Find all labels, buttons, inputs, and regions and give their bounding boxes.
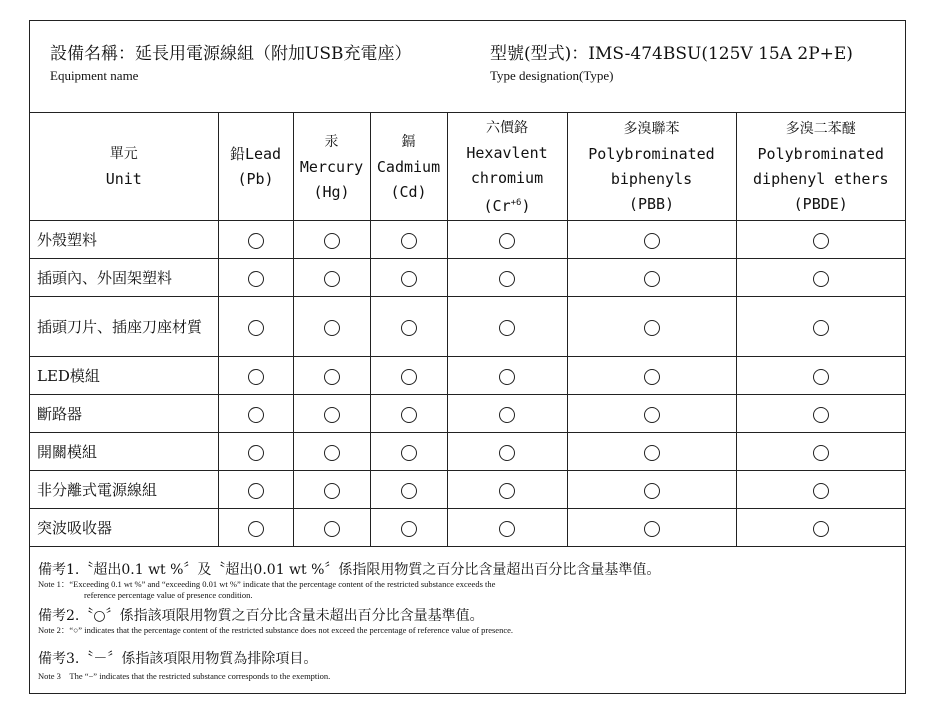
circle-mark-icon xyxy=(401,320,417,336)
substance-status-cell xyxy=(736,433,905,471)
substance-status-cell xyxy=(218,395,293,433)
circle-mark-icon xyxy=(813,407,829,423)
component-name: 開關模組 xyxy=(30,433,218,471)
note-3-en: Note 3 The “−” indicates that the restricted substance corresponds to the exemption. xyxy=(38,671,331,681)
circle-mark-icon xyxy=(324,445,340,461)
circle-mark-icon xyxy=(324,233,340,249)
substance-status-cell xyxy=(736,297,905,357)
substance-status-cell xyxy=(218,259,293,297)
component-name: 非分離式電源線組 xyxy=(30,471,218,509)
type-designation-en: Type designation(Type) xyxy=(490,68,614,83)
header-hexavalent-chromium: 六價鉻 Hexavlent chromium $(Cr^{+6})$ xyxy=(447,113,567,221)
type-designation-block xyxy=(490,39,853,84)
circle-mark-icon xyxy=(813,233,829,249)
type-designation-zh: 型號(型式)：IMS-474BSU(125V 15A 2P+E) xyxy=(490,44,853,64)
circle-mark-icon xyxy=(324,407,340,423)
note-3-zh: 備考3.〝－〞係指該項限用物質為排除項目。 xyxy=(38,651,318,667)
circle-mark-icon xyxy=(813,320,829,336)
table-row xyxy=(30,471,905,509)
circle-mark-icon xyxy=(813,521,829,537)
substance-status-cell xyxy=(447,259,567,297)
circle-mark-icon xyxy=(401,271,417,287)
substance-status-cell xyxy=(736,221,905,259)
circle-mark-icon xyxy=(813,445,829,461)
note-1-en-line2: reference percentage value of presence condition. xyxy=(84,590,253,600)
substance-status-cell xyxy=(447,395,567,433)
component-name: 突波吸收器 xyxy=(30,509,218,547)
circle-mark-icon xyxy=(401,407,417,423)
circle-mark-icon xyxy=(813,271,829,287)
substance-status-cell xyxy=(218,297,293,357)
substance-status-cell xyxy=(447,221,567,259)
table-row xyxy=(30,395,905,433)
circle-mark-icon xyxy=(644,320,660,336)
circle-mark-icon xyxy=(644,407,660,423)
header-pbb: 多溴聯苯 Polybrominated biphenyls (PBB) xyxy=(567,113,736,221)
circle-mark-icon xyxy=(248,445,264,461)
component-name: LED模組 xyxy=(30,357,218,395)
circle-mark-icon xyxy=(644,233,660,249)
substance-status-cell xyxy=(293,357,370,395)
substance-status-cell xyxy=(567,259,736,297)
substance-status-cell xyxy=(293,433,370,471)
circle-mark-icon xyxy=(248,320,264,336)
component-name: 外殼塑料 xyxy=(30,221,218,259)
substance-status-cell xyxy=(736,471,905,509)
substance-status-cell xyxy=(293,509,370,547)
circle-mark-icon xyxy=(499,233,515,249)
table-header-row xyxy=(30,113,905,221)
substance-status-cell xyxy=(218,221,293,259)
substance-status-cell xyxy=(567,221,736,259)
substance-status-cell xyxy=(447,509,567,547)
circle-mark-icon xyxy=(813,369,829,385)
component-name: 斷路器 xyxy=(30,395,218,433)
substance-status-cell xyxy=(370,471,447,509)
table-row xyxy=(30,259,905,297)
substance-status-cell xyxy=(370,509,447,547)
circle-mark-icon xyxy=(499,521,515,537)
substance-status-cell xyxy=(370,297,447,357)
substance-status-cell xyxy=(567,471,736,509)
circle-mark-icon xyxy=(324,369,340,385)
circle-mark-icon xyxy=(248,271,264,287)
circle-mark-icon xyxy=(248,233,264,249)
substance-status-cell xyxy=(370,221,447,259)
header-cadmium: 鎘 Cadmium (Cd) xyxy=(370,113,447,221)
circle-mark-icon xyxy=(499,483,515,499)
equipment-name-block xyxy=(50,39,411,84)
table-row xyxy=(30,221,905,259)
header-unit: 單元 Unit xyxy=(30,113,218,221)
note-2-zh: 備考2.〝○〞係指該項限用物質之百分比含量未超出百分比含量基準值。 xyxy=(38,608,484,624)
substance-status-cell xyxy=(567,297,736,357)
table-row xyxy=(30,509,905,547)
table-row xyxy=(30,297,905,357)
substance-status-cell xyxy=(293,395,370,433)
circle-mark-icon xyxy=(401,445,417,461)
substance-status-cell xyxy=(218,357,293,395)
equipment-name-en: Equipment name xyxy=(50,68,139,83)
substance-status-cell xyxy=(567,357,736,395)
header-section xyxy=(30,21,905,113)
substance-status-cell xyxy=(218,433,293,471)
substance-status-cell xyxy=(567,433,736,471)
circle-mark-icon xyxy=(324,483,340,499)
substance-status-cell xyxy=(218,471,293,509)
substance-status-cell xyxy=(447,471,567,509)
substance-status-cell xyxy=(370,357,447,395)
substance-status-cell xyxy=(370,395,447,433)
substance-status-cell xyxy=(567,395,736,433)
circle-mark-icon xyxy=(401,521,417,537)
circle-mark-icon xyxy=(248,407,264,423)
circle-mark-icon xyxy=(499,271,515,287)
substance-status-cell xyxy=(736,395,905,433)
circle-mark-icon xyxy=(401,233,417,249)
substance-status-cell xyxy=(293,221,370,259)
circle-mark-icon xyxy=(248,369,264,385)
substance-status-cell xyxy=(447,433,567,471)
circle-mark-icon xyxy=(813,483,829,499)
substance-status-cell xyxy=(293,259,370,297)
substance-status-cell xyxy=(293,471,370,509)
circle-mark-icon xyxy=(248,483,264,499)
circle-mark-icon xyxy=(401,483,417,499)
note-1-zh: 備考1.〝超出0.1 wt %〞及〝超出0.01 wt %〞係指限用物質之百分比含量超出百分比含量基準值。 xyxy=(38,562,661,578)
restricted-substance-table xyxy=(30,113,905,547)
table-row xyxy=(30,357,905,395)
note-1-en-line1: Note 1：“Exceeding 0.1 wt %” and “exceeding 0.01 wt %” indicate that the percentage content of the restricted substance exceeds the xyxy=(38,579,496,589)
circle-mark-icon xyxy=(248,521,264,537)
circle-mark-icon xyxy=(499,445,515,461)
substance-status-cell xyxy=(447,297,567,357)
substance-status-cell xyxy=(447,357,567,395)
circle-mark-icon xyxy=(644,483,660,499)
substance-status-cell xyxy=(293,297,370,357)
substance-status-cell xyxy=(736,357,905,395)
substance-status-cell xyxy=(218,509,293,547)
circle-mark-icon xyxy=(499,407,515,423)
circle-mark-icon xyxy=(644,445,660,461)
substance-status-cell xyxy=(370,259,447,297)
header-lead: 鉛Lead (Pb) xyxy=(218,113,293,221)
header-pbde: 多溴二苯醚 Polybrominated diphenyl ethers (PBDE) xyxy=(736,113,905,221)
circle-mark-icon xyxy=(324,271,340,287)
substance-status-cell xyxy=(736,509,905,547)
table-row xyxy=(30,433,905,471)
circle-mark-icon xyxy=(499,369,515,385)
circle-mark-icon xyxy=(324,521,340,537)
circle-mark-icon xyxy=(644,521,660,537)
substance-status-cell xyxy=(567,509,736,547)
equipment-name-zh: 設備名稱：延長用電源線組（附加USB充電座） xyxy=(50,44,412,64)
substance-status-cell xyxy=(370,433,447,471)
notes-section xyxy=(38,559,897,682)
header-mercury: 汞 Mercury (Hg) xyxy=(293,113,370,221)
component-name: 插頭內、外固架塑料 xyxy=(30,259,218,297)
rohs-declaration-frame xyxy=(29,20,906,694)
circle-mark-icon xyxy=(644,271,660,287)
substance-status-cell xyxy=(736,259,905,297)
circle-mark-icon xyxy=(401,369,417,385)
circle-mark-icon xyxy=(644,369,660,385)
note-2-en: Note 2：“○” indicates that the percentage content of the restricted substance does not exceed the percentage of reference value of presence. xyxy=(38,625,513,635)
circle-mark-icon xyxy=(499,320,515,336)
circle-mark-icon xyxy=(324,320,340,336)
component-name: 插頭刀片、插座刀座材質 xyxy=(30,297,218,357)
table-body xyxy=(30,221,905,547)
